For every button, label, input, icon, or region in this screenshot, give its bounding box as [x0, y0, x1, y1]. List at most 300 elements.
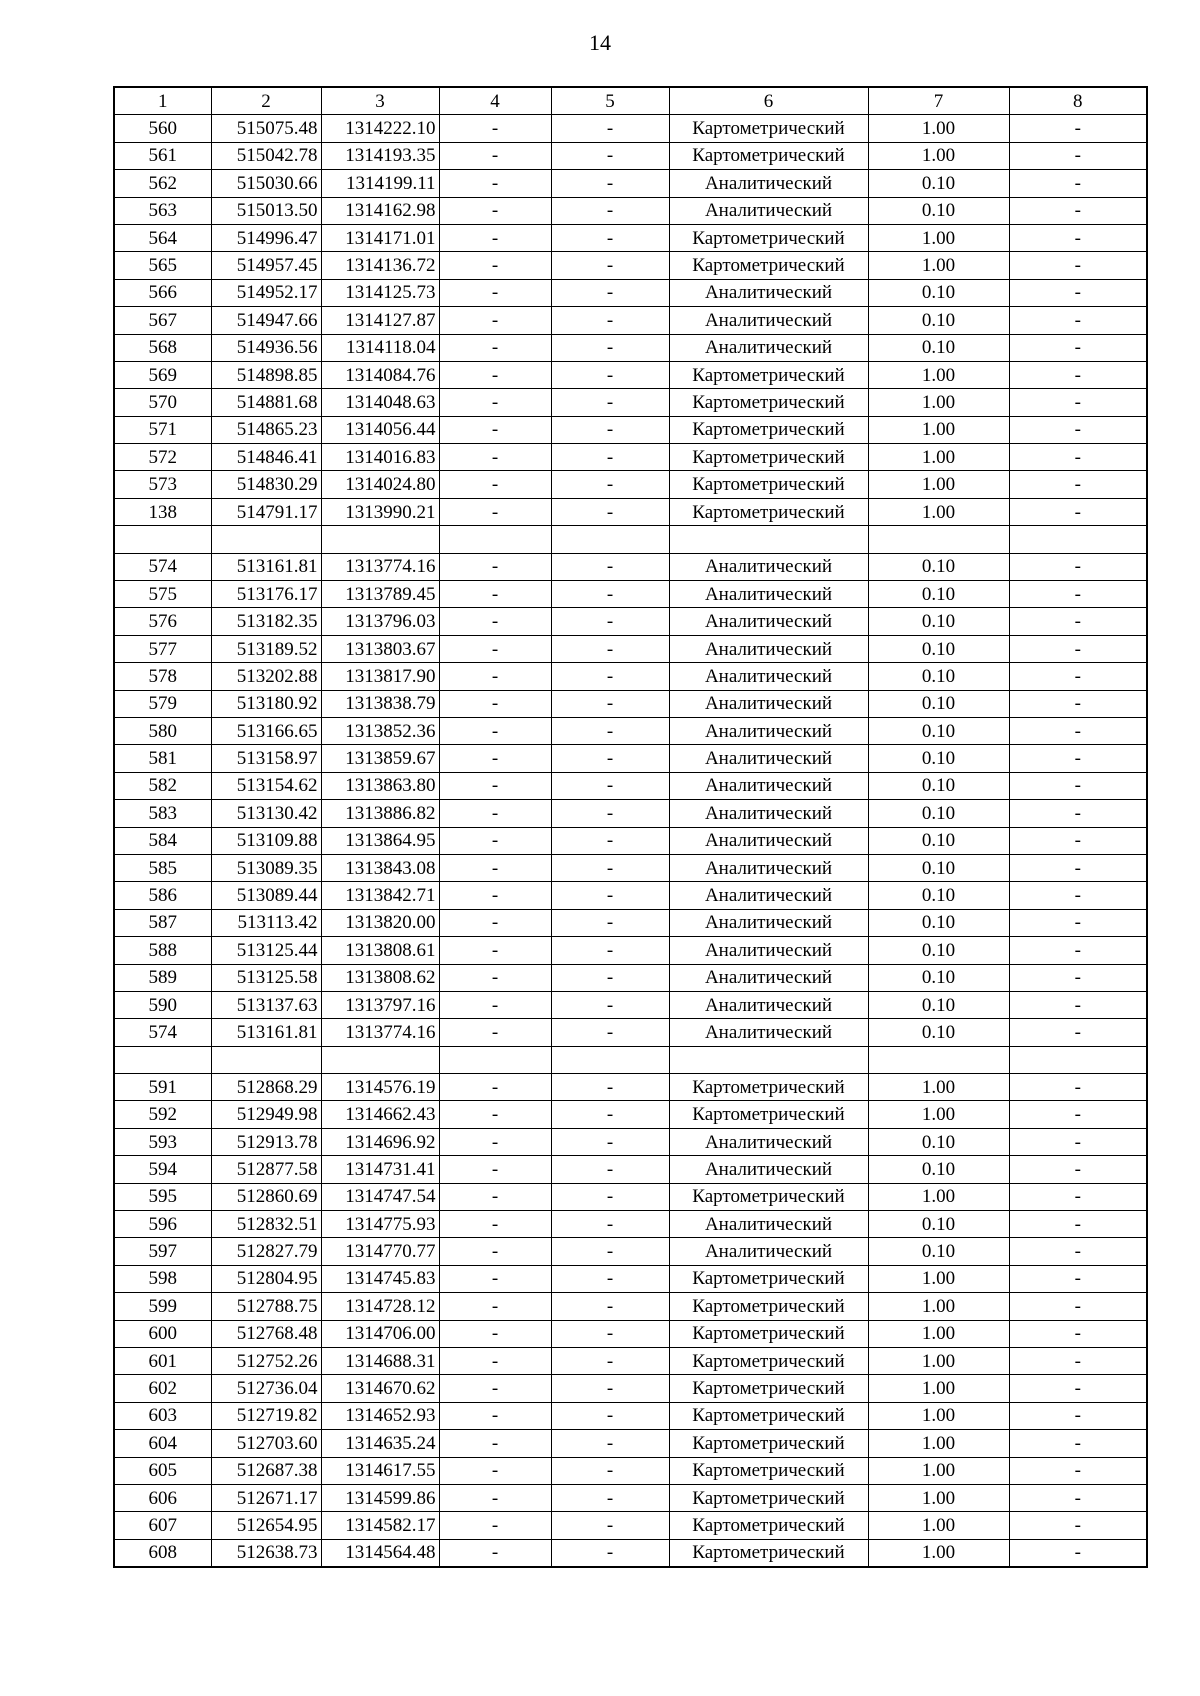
accuracy-cell: 0.10	[868, 635, 1009, 662]
y-coordinate-cell: 1313796.03	[321, 608, 439, 635]
coordinates-table	[113, 86, 1148, 1568]
x-coordinate-cell: 512638.73	[211, 1539, 321, 1567]
table-row	[114, 1046, 1147, 1073]
column-5-cell: -	[551, 663, 669, 690]
y-coordinate-cell: 1314582.17	[321, 1512, 439, 1539]
column-8-cell: -	[1009, 717, 1147, 744]
method-cell: Аналитический	[669, 635, 868, 662]
accuracy-cell: 0.10	[868, 937, 1009, 964]
method-cell: Картометрический	[669, 1430, 868, 1457]
column-5-cell: -	[551, 690, 669, 717]
point-number-cell: 588	[114, 937, 211, 964]
column-8-cell: -	[1009, 608, 1147, 635]
column-8-cell: -	[1009, 635, 1147, 662]
accuracy-cell: 0.10	[868, 608, 1009, 635]
method-cell: Картометрический	[669, 1512, 868, 1539]
table-row	[114, 1512, 1147, 1539]
table-row	[114, 909, 1147, 936]
y-coordinate-cell: 1314775.93	[321, 1211, 439, 1238]
column-5-cell: -	[551, 1101, 669, 1128]
table-row	[114, 690, 1147, 717]
column-4-cell: -	[439, 307, 551, 334]
point-number-cell: 598	[114, 1265, 211, 1292]
method-cell	[669, 1046, 868, 1073]
accuracy-cell: 1.00	[868, 1347, 1009, 1374]
method-cell: Картометрический	[669, 1320, 868, 1347]
table-row	[114, 197, 1147, 224]
column-4-cell: -	[439, 717, 551, 744]
table-row	[114, 115, 1147, 142]
column-4-cell: -	[439, 937, 551, 964]
column-4-cell: -	[439, 389, 551, 416]
column-5-cell: -	[551, 444, 669, 471]
point-number-cell: 603	[114, 1402, 211, 1429]
accuracy-cell: 0.10	[868, 170, 1009, 197]
y-coordinate-cell: 1313789.45	[321, 581, 439, 608]
accuracy-cell: 1.00	[868, 1430, 1009, 1457]
column-5-cell: -	[551, 1402, 669, 1429]
table-row	[114, 252, 1147, 279]
table-row	[114, 1211, 1147, 1238]
column-4-cell: -	[439, 663, 551, 690]
method-cell	[669, 526, 868, 553]
method-cell: Картометрический	[669, 1402, 868, 1429]
y-coordinate-cell: 1314016.83	[321, 444, 439, 471]
accuracy-cell: 0.10	[868, 690, 1009, 717]
column-5-cell: -	[551, 745, 669, 772]
accuracy-cell	[868, 526, 1009, 553]
accuracy-cell: 0.10	[868, 800, 1009, 827]
x-coordinate-cell: 515075.48	[211, 115, 321, 142]
method-cell: Аналитический	[669, 772, 868, 799]
accuracy-cell: 0.10	[868, 772, 1009, 799]
method-cell: Картометрический	[669, 1293, 868, 1320]
accuracy-cell: 0.10	[868, 827, 1009, 854]
accuracy-cell: 0.10	[868, 334, 1009, 361]
accuracy-cell: 1.00	[868, 498, 1009, 525]
method-cell: Аналитический	[669, 854, 868, 881]
column-5-cell: -	[551, 197, 669, 224]
point-number-cell: 589	[114, 964, 211, 991]
table-header-row	[114, 87, 1147, 115]
column-5-cell: -	[551, 115, 669, 142]
column-8-cell: -	[1009, 142, 1147, 169]
column-4-cell: -	[439, 416, 551, 443]
column-8-cell: -	[1009, 197, 1147, 224]
method-cell: Аналитический	[669, 1019, 868, 1046]
column-5-cell: -	[551, 142, 669, 169]
column-5-cell: -	[551, 964, 669, 991]
point-number-cell: 562	[114, 170, 211, 197]
y-coordinate-cell: 1314696.92	[321, 1128, 439, 1155]
column-8-cell: -	[1009, 498, 1147, 525]
column-5-cell: -	[551, 1238, 669, 1265]
column-5-cell: -	[551, 991, 669, 1018]
y-coordinate-cell: 1314024.80	[321, 471, 439, 498]
y-coordinate-cell: 1314222.10	[321, 115, 439, 142]
column-header: 3	[321, 87, 439, 115]
point-number-cell: 572	[114, 444, 211, 471]
x-coordinate-cell: 513109.88	[211, 827, 321, 854]
y-coordinate-cell: 1314662.43	[321, 1101, 439, 1128]
method-cell: Картометрический	[669, 1539, 868, 1567]
column-8-cell: -	[1009, 1320, 1147, 1347]
accuracy-cell: 1.00	[868, 1320, 1009, 1347]
y-coordinate-cell	[321, 1046, 439, 1073]
table-row	[114, 991, 1147, 1018]
point-number-cell: 573	[114, 471, 211, 498]
y-coordinate-cell: 1313863.80	[321, 772, 439, 799]
table-row	[114, 1019, 1147, 1046]
point-number-cell: 575	[114, 581, 211, 608]
table-row	[114, 1347, 1147, 1374]
x-coordinate-cell: 513130.42	[211, 800, 321, 827]
x-coordinate-cell: 514936.56	[211, 334, 321, 361]
point-number-cell: 587	[114, 909, 211, 936]
column-5-cell: -	[551, 581, 669, 608]
column-8-cell: -	[1009, 964, 1147, 991]
point-number-cell: 592	[114, 1101, 211, 1128]
accuracy-cell: 1.00	[868, 471, 1009, 498]
column-4-cell: -	[439, 581, 551, 608]
column-8-cell: -	[1009, 1293, 1147, 1320]
column-4-cell: -	[439, 608, 551, 635]
x-coordinate-cell: 513154.62	[211, 772, 321, 799]
x-coordinate-cell: 514996.47	[211, 224, 321, 251]
column-4-cell: -	[439, 1019, 551, 1046]
column-8-cell: -	[1009, 1211, 1147, 1238]
method-cell: Аналитический	[669, 882, 868, 909]
accuracy-cell: 1.00	[868, 224, 1009, 251]
column-5-cell: -	[551, 800, 669, 827]
table-row	[114, 1402, 1147, 1429]
method-cell: Аналитический	[669, 1128, 868, 1155]
x-coordinate-cell: 512788.75	[211, 1293, 321, 1320]
accuracy-cell: 0.10	[868, 1019, 1009, 1046]
y-coordinate-cell: 1314564.48	[321, 1539, 439, 1567]
column-4-cell: -	[439, 882, 551, 909]
column-5-cell: -	[551, 498, 669, 525]
x-coordinate-cell: 514865.23	[211, 416, 321, 443]
column-8-cell: -	[1009, 444, 1147, 471]
table-row	[114, 416, 1147, 443]
accuracy-cell: 0.10	[868, 882, 1009, 909]
point-number-cell	[114, 1046, 211, 1073]
point-number-cell: 595	[114, 1183, 211, 1210]
column-5-cell: -	[551, 1430, 669, 1457]
column-8-cell: -	[1009, 1238, 1147, 1265]
column-8-cell: -	[1009, 581, 1147, 608]
y-coordinate-cell: 1314048.63	[321, 389, 439, 416]
accuracy-cell: 0.10	[868, 991, 1009, 1018]
point-number-cell: 581	[114, 745, 211, 772]
accuracy-cell: 1.00	[868, 389, 1009, 416]
accuracy-cell: 1.00	[868, 361, 1009, 388]
y-coordinate-cell	[321, 526, 439, 553]
x-coordinate-cell: 514830.29	[211, 471, 321, 498]
y-coordinate-cell: 1314770.77	[321, 1238, 439, 1265]
accuracy-cell: 0.10	[868, 964, 1009, 991]
column-5-cell	[551, 526, 669, 553]
column-8-cell: -	[1009, 1539, 1147, 1567]
y-coordinate-cell: 1313817.90	[321, 663, 439, 690]
accuracy-cell: 0.10	[868, 1156, 1009, 1183]
accuracy-cell: 1.00	[868, 142, 1009, 169]
accuracy-cell: 1.00	[868, 416, 1009, 443]
table-row	[114, 553, 1147, 580]
column-4-cell: -	[439, 361, 551, 388]
accuracy-cell: 1.00	[868, 1265, 1009, 1292]
column-4-cell	[439, 1046, 551, 1073]
column-4-cell: -	[439, 1128, 551, 1155]
point-number-cell: 563	[114, 197, 211, 224]
column-8-cell: -	[1009, 416, 1147, 443]
x-coordinate-cell: 514881.68	[211, 389, 321, 416]
y-coordinate-cell: 1313808.61	[321, 937, 439, 964]
point-number-cell: 596	[114, 1211, 211, 1238]
method-cell: Картометрический	[669, 224, 868, 251]
x-coordinate-cell: 512719.82	[211, 1402, 321, 1429]
column-8-cell: -	[1009, 1128, 1147, 1155]
column-5-cell: -	[551, 937, 669, 964]
column-4-cell: -	[439, 1539, 551, 1567]
table-row	[114, 307, 1147, 334]
column-8-cell: -	[1009, 1183, 1147, 1210]
table-row	[114, 882, 1147, 909]
method-cell: Аналитический	[669, 1238, 868, 1265]
y-coordinate-cell: 1313859.67	[321, 745, 439, 772]
point-number-cell: 600	[114, 1320, 211, 1347]
column-4-cell: -	[439, 1457, 551, 1484]
method-cell: Аналитический	[669, 690, 868, 717]
column-header: 1	[114, 87, 211, 115]
table-row	[114, 663, 1147, 690]
x-coordinate-cell: 513161.81	[211, 553, 321, 580]
y-coordinate-cell: 1313838.79	[321, 690, 439, 717]
y-coordinate-cell: 1313820.00	[321, 909, 439, 936]
method-cell: Аналитический	[669, 991, 868, 1018]
table-row	[114, 745, 1147, 772]
column-header: 4	[439, 87, 551, 115]
accuracy-cell: 0.10	[868, 854, 1009, 881]
y-coordinate-cell: 1314576.19	[321, 1074, 439, 1101]
y-coordinate-cell: 1314670.62	[321, 1375, 439, 1402]
point-number-cell: 597	[114, 1238, 211, 1265]
column-4-cell: -	[439, 1375, 551, 1402]
table-row	[114, 581, 1147, 608]
column-5-cell: -	[551, 1128, 669, 1155]
table-row	[114, 717, 1147, 744]
y-coordinate-cell: 1314127.87	[321, 307, 439, 334]
table-row	[114, 635, 1147, 662]
x-coordinate-cell: 515030.66	[211, 170, 321, 197]
column-8-cell: -	[1009, 1074, 1147, 1101]
column-5-cell: -	[551, 416, 669, 443]
accuracy-cell: 0.10	[868, 1128, 1009, 1155]
table-row	[114, 1539, 1147, 1567]
y-coordinate-cell: 1313774.16	[321, 1019, 439, 1046]
column-4-cell: -	[439, 279, 551, 306]
column-5-cell: -	[551, 334, 669, 361]
point-number-cell: 560	[114, 115, 211, 142]
column-8-cell: -	[1009, 471, 1147, 498]
y-coordinate-cell: 1313852.36	[321, 717, 439, 744]
point-number-cell: 606	[114, 1484, 211, 1511]
point-number-cell: 585	[114, 854, 211, 881]
y-coordinate-cell: 1314747.54	[321, 1183, 439, 1210]
column-8-cell: -	[1009, 1430, 1147, 1457]
column-4-cell: -	[439, 1347, 551, 1374]
column-5-cell: -	[551, 389, 669, 416]
method-cell: Аналитический	[669, 279, 868, 306]
x-coordinate-cell: 513125.58	[211, 964, 321, 991]
point-number-cell: 564	[114, 224, 211, 251]
point-number-cell: 604	[114, 1430, 211, 1457]
column-5-cell: -	[551, 307, 669, 334]
column-5-cell: -	[551, 1211, 669, 1238]
table-row	[114, 444, 1147, 471]
column-4-cell: -	[439, 991, 551, 1018]
y-coordinate-cell: 1314193.35	[321, 142, 439, 169]
column-5-cell: -	[551, 252, 669, 279]
y-coordinate-cell: 1314706.00	[321, 1320, 439, 1347]
point-number-cell	[114, 526, 211, 553]
accuracy-cell: 0.10	[868, 717, 1009, 744]
y-coordinate-cell: 1313990.21	[321, 498, 439, 525]
y-coordinate-cell: 1314162.98	[321, 197, 439, 224]
y-coordinate-cell: 1314084.76	[321, 361, 439, 388]
column-8-cell: -	[1009, 252, 1147, 279]
table-row	[114, 1128, 1147, 1155]
point-number-cell: 591	[114, 1074, 211, 1101]
y-coordinate-cell: 1314118.04	[321, 334, 439, 361]
x-coordinate-cell: 514947.66	[211, 307, 321, 334]
column-header: 2	[211, 87, 321, 115]
column-4-cell: -	[439, 1183, 551, 1210]
point-number-cell: 565	[114, 252, 211, 279]
method-cell: Картометрический	[669, 498, 868, 525]
column-4-cell: -	[439, 827, 551, 854]
column-5-cell: -	[551, 1156, 669, 1183]
column-8-cell: -	[1009, 1484, 1147, 1511]
point-number-cell: 576	[114, 608, 211, 635]
table-row	[114, 608, 1147, 635]
column-8-cell: -	[1009, 854, 1147, 881]
x-coordinate-cell	[211, 1046, 321, 1073]
column-header: 5	[551, 87, 669, 115]
method-cell: Аналитический	[669, 663, 868, 690]
column-8-cell: -	[1009, 991, 1147, 1018]
column-8-cell: -	[1009, 1512, 1147, 1539]
x-coordinate-cell: 515013.50	[211, 197, 321, 224]
column-8-cell: -	[1009, 279, 1147, 306]
table-row	[114, 772, 1147, 799]
column-4-cell: -	[439, 142, 551, 169]
y-coordinate-cell: 1314599.86	[321, 1484, 439, 1511]
accuracy-cell: 1.00	[868, 1539, 1009, 1567]
x-coordinate-cell: 513089.44	[211, 882, 321, 909]
x-coordinate-cell: 512671.17	[211, 1484, 321, 1511]
y-coordinate-cell: 1314056.44	[321, 416, 439, 443]
table-row	[114, 279, 1147, 306]
x-coordinate-cell	[211, 526, 321, 553]
column-5-cell	[551, 1046, 669, 1073]
x-coordinate-cell: 514846.41	[211, 444, 321, 471]
table-row	[114, 1074, 1147, 1101]
method-cell: Аналитический	[669, 717, 868, 744]
x-coordinate-cell: 513189.52	[211, 635, 321, 662]
y-coordinate-cell: 1314688.31	[321, 1347, 439, 1374]
table-row	[114, 1293, 1147, 1320]
column-5-cell: -	[551, 1375, 669, 1402]
accuracy-cell: 1.00	[868, 1402, 1009, 1429]
point-number-cell: 566	[114, 279, 211, 306]
table-row	[114, 361, 1147, 388]
column-5-cell: -	[551, 1539, 669, 1567]
point-number-cell: 608	[114, 1539, 211, 1567]
point-number-cell: 607	[114, 1512, 211, 1539]
column-5-cell: -	[551, 635, 669, 662]
y-coordinate-cell: 1313864.95	[321, 827, 439, 854]
column-4-cell: -	[439, 800, 551, 827]
accuracy-cell: 0.10	[868, 581, 1009, 608]
y-coordinate-cell: 1314745.83	[321, 1265, 439, 1292]
column-5-cell: -	[551, 1347, 669, 1374]
y-coordinate-cell: 1314731.41	[321, 1156, 439, 1183]
column-4-cell: -	[439, 1484, 551, 1511]
column-5-cell: -	[551, 279, 669, 306]
method-cell: Аналитический	[669, 197, 868, 224]
column-8-cell	[1009, 526, 1147, 553]
column-4-cell	[439, 526, 551, 553]
point-number-cell: 582	[114, 772, 211, 799]
table-row	[114, 937, 1147, 964]
y-coordinate-cell: 1313803.67	[321, 635, 439, 662]
x-coordinate-cell: 512913.78	[211, 1128, 321, 1155]
column-8-cell: -	[1009, 115, 1147, 142]
method-cell: Картометрический	[669, 1375, 868, 1402]
method-cell: Аналитический	[669, 170, 868, 197]
point-number-cell: 574	[114, 553, 211, 580]
x-coordinate-cell: 513089.35	[211, 854, 321, 881]
column-5-cell: -	[551, 1457, 669, 1484]
accuracy-cell: 0.10	[868, 909, 1009, 936]
column-4-cell: -	[439, 553, 551, 580]
column-8-cell: -	[1009, 334, 1147, 361]
accuracy-cell: 0.10	[868, 663, 1009, 690]
y-coordinate-cell: 1313843.08	[321, 854, 439, 881]
y-coordinate-cell: 1314125.73	[321, 279, 439, 306]
column-5-cell: -	[551, 1293, 669, 1320]
method-cell: Картометрический	[669, 1265, 868, 1292]
method-cell: Аналитический	[669, 827, 868, 854]
point-number-cell: 578	[114, 663, 211, 690]
x-coordinate-cell: 512654.95	[211, 1512, 321, 1539]
column-4-cell: -	[439, 690, 551, 717]
y-coordinate-cell: 1313842.71	[321, 882, 439, 909]
table-row	[114, 964, 1147, 991]
accuracy-cell	[868, 1046, 1009, 1073]
accuracy-cell: 1.00	[868, 1457, 1009, 1484]
method-cell: Картометрический	[669, 471, 868, 498]
accuracy-cell: 0.10	[868, 279, 1009, 306]
table-row	[114, 1320, 1147, 1347]
method-cell: Аналитический	[669, 800, 868, 827]
table-row	[114, 526, 1147, 553]
column-4-cell: -	[439, 635, 551, 662]
accuracy-cell: 0.10	[868, 197, 1009, 224]
column-8-cell: -	[1009, 937, 1147, 964]
